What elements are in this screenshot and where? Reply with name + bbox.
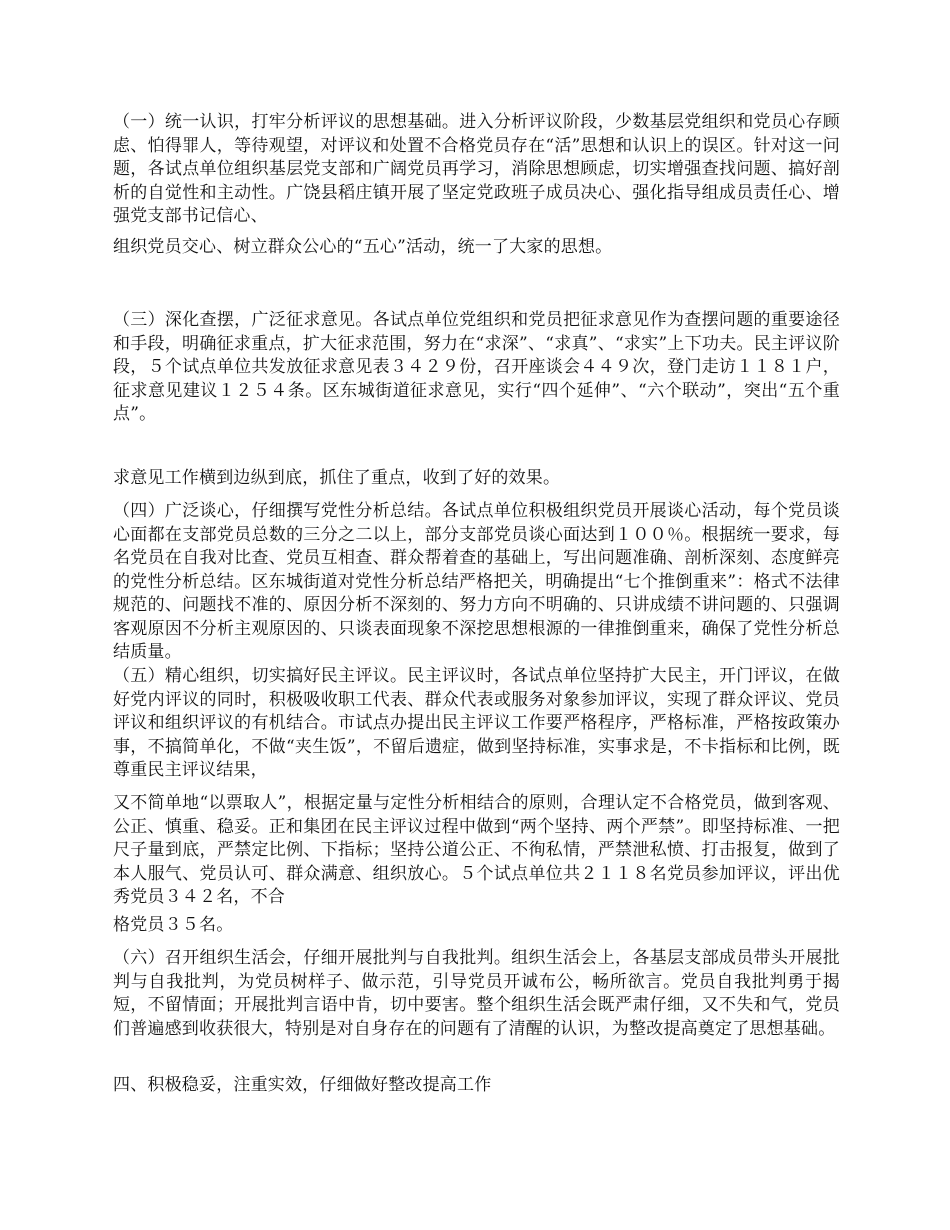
paragraph-five-hearts: 组织党员交心、树立群众公心的“五心”活动，统一了大家的思想。	[113, 237, 613, 257]
paragraph-unqualified-count: 格党员３５名。	[113, 915, 234, 935]
paragraph-organization-life: （六）召开组织生活会，仔细开展批判与自我批判。组织生活会上，各基层支部成员带头开展批判与自我批判，为党员树样子、做示范，引导党员开诚布公，畅所欲言。党员自我批判勇于揭短，不留情面；开展批判言语中肯，切中要害。整个组织生活会既严肃仔细，又不失和气，党员们普遍感到收获很大，特别是对自身存在的问题有了清醒的认识，为整改提高奠定了思想基础。	[113, 948, 840, 1039]
paragraph-deepen-inspection: （三）深化查摆，广泛征求意见。各试点单位党组织和党员把征求意见作为查摆问题的重要途径和手段，明确征求重点，扩大征求范围，努力在“求深”、“求真”、“求实”上下功夫。民主评议阶段，５个试点单位共发放征求意见表３４２９份，召开座谈会４４９次，登门走访１１８１户，征求意见建议１２５４条。区东城街道征求意见，实行“四个延伸”、“六个联动”，突出“五个重点”。	[113, 310, 840, 424]
paragraph-solicit-effect: 求意见工作横到边纵到底，抓住了重点，收到了好的效果。	[113, 468, 561, 488]
paragraph-not-by-votes: 又不简单地“以票取人”，根据定量与定性分析相结合的原则，合理认定不合格党员，做到客观、公正、慎重、稳妥。正和集团在民主评议过程中做到“两个坚持、两个严禁”。即坚持标准、一把尺子量到底，严禁定比例、下指标；坚持公道公正、不徇私情，严禁泄私愤、打击报复，做到了本人服气、党员认可、群众满意、组织放心。５个试点单位共２１１８名党员参加评议，评出优秀党员３４２名，不合	[113, 793, 840, 907]
paragraph-unify-understanding: （一）统一认识，打牢分析评议的思想基础。进入分析评议阶段，少数基层党组织和党员心存顾虑、怕得罪人，等待观望，对评议和处置不合格党员存在“活”思想和认识上的误区。针对这一问题，各试点单位组织基层党支部和广阔党员再学习，消除思想顾虑，切实增强查找问题、搞好剖析的自觉性和主动性。广饶县稻庄镇开展了坚定党政班子成员决心、强化指导组成员责任心、增强党支部书记信心、	[113, 112, 840, 226]
section-heading-rectification: 四、积极稳妥，注重实效，仔细做好整改提高工作	[113, 1075, 492, 1095]
paragraph-heart-to-heart: （四）广泛谈心，仔细撰写党性分析总结。各试点单位积极组织党员开展谈心活动，每个党员谈心面都在支部党员总数的三分之二以上，部分支部党员谈心面达到１００％。根据统一要求，每名党员在自我对比查、党员互相查、群众帮着查的基础上，写出问题准确、剖析深刻、态度鲜亮的党性分析总结。区东城街道对党性分析总结严格把关，明确提出“七个推倒重来”：格式不法律规范的、问题找不准的、原因分析不深刻的、努力方向不明确的、只讲成绩不讲问题的、只强调客观原因不分析主观原因的、只谈表面现象不深挖思想根源的一律推倒重来，确保了党性分析总结质量。	[113, 501, 840, 662]
paragraph-democratic-evaluation: （五）精心组织，切实搞好民主评议。民主评议时，各试点单位坚持扩大民主，开门评议，在做好党内评议的同时，积极吸收职工代表、群众代表或服务对象参加评议，实现了群众评议、党员评议和组织评议的有机结合。市试点办提出民主评议工作要严格程序，严格标准，严格按政策办事，不搞简单化，不做“夹生饭”，不留后遗症，做到坚持标准，实事求是，不卡指标和比例，既尊重民主评议结果，	[113, 666, 840, 780]
